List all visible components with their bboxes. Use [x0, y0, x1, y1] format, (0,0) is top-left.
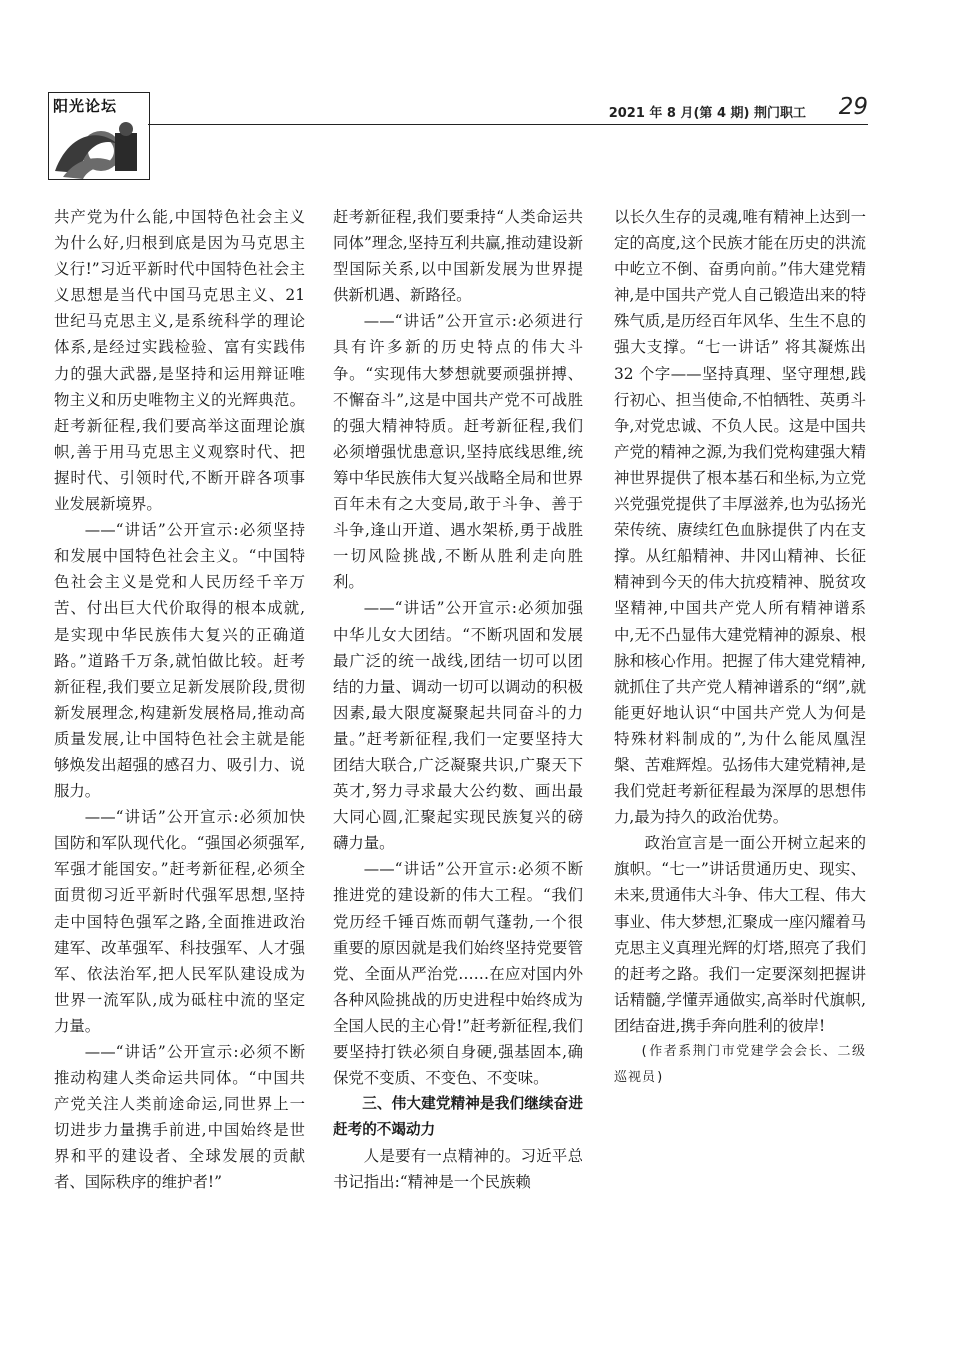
paragraph: ——“讲话”公开宣示:必须不断推进党的建设新的伟大工程。“我们党历经千锤百炼而朝气蓬勃,一个很重要的原因就是我们始终坚持党要管党、全面从严治党……在应对国内外各种风险挑战的历史进程中始终成为全国人民的主心骨!”赶考新征程,我们要坚持打铁必须自身硬,强基固本,确保党不变质、不变色、不变味。 — [333, 860, 583, 1088]
page-header — [48, 92, 868, 182]
author-note: (作者系荆门市党建学会会长、二级巡视员) — [614, 1044, 866, 1086]
paragraph: 赶考新征程,我们要秉持“人类命运共同体”理念,坚持互利共赢,推动建设新型国际关系,以中国新发展为世界提供新机遇、新路径。 — [333, 208, 583, 305]
paragraph: ——“讲话”公开宣示:必须坚持和发展中国特色社会主义。“中国特色社会主义是党和人民历经千辛万苦、付出巨大代价取得的根本成就,是实现中华民族伟大复兴的正确道路。”道路千万条,就怕做比较。赶考新征程,我们要立足新发展阶段,贯彻新发展理念,构建新发展格局,推动高质量发展,让中国特色社会主就是能够焕发出超强的感召力、吸引力、说服力。 — [54, 521, 305, 801]
paragraph: ——“讲话”公开宣示:必须加强中华儿女大团结。“不断巩固和发展最广泛的统一战线,团结一切可以团结的力量、调动一切可以调动的积极因素,最大限度凝聚起共同奋斗的力量。”赶考新征程,我们一定要坚持大团结大联合,广泛凝聚共识,广聚天下英才,努力寻求最大公约数、画出最大同心圆,汇聚起实现民族复兴的磅礴力量。 — [333, 599, 583, 853]
text-column-3 — [614, 204, 866, 1091]
paragraph: 人是要有一点精神的。习近平总书记指出:“精神是一个民族赖 — [333, 1147, 583, 1192]
column-logo — [48, 92, 150, 180]
paragraph: 政治宣言是一面公开树立起来的旗帜。“七一”讲话贯通历史、现实、未来,贯通伟大斗争、伟大工程、伟大事业、伟大梦想,汇聚成一座闪耀着马克思主义真理光辉的灯塔,照亮了我们的赶考之路。我们一定要深刻把握讲话精髓,学懂弄通做实,高举时代旗帜,团结奋进,携手奔向胜利的彼岸! — [614, 834, 866, 1035]
column-title: 阳光论坛 — [53, 97, 118, 115]
paragraph: ——“讲话”公开宣示:必须进行具有许多新的历史特点的伟大斗争。“实现伟大梦想就要顽强拼搏、不懈奋斗”,这是中国共产党不可战胜的强大精神特质。赶考新征程,我们必须增强忧患意识,坚持底线思维,统筹中华民族伟大复兴战略全局和世界百年未有之大变局,敢于斗争、善于斗争,逢山开道、遇水架桥,勇于战胜一切风险挑战,不断从胜利走向胜利。 — [333, 312, 583, 592]
header-rule — [148, 124, 868, 125]
paragraph: ——“讲话”公开宣示:必须加快国防和军队现代化。“强国必须强军,军强才能国安。”赶考新征程,必须全面贯彻习近平新时代强军思想,坚持走中国特色强军之路,全面推进政治建军、改革强军、科技强军、人才强军、依法治军,把人民军队建设成为世界一流军队,成为砥柱中流的坚定力量。 — [54, 808, 305, 1035]
paragraph: ——“讲话”公开宣示:必须不断推动构建人类命运共同体。“中国共产党关注人类前途命运,同世界上一切进步力量携手前进,中国始终是世界和平的建设者、全球发展的贡献者、国际秩序的维护者!” — [54, 1043, 305, 1192]
text-column-1 — [54, 204, 305, 1196]
paragraph: 以长久生存的灵魂,唯有精神上达到一定的高度,这个民族才能在历史的洪流中屹立不倒、奋勇向前。”伟大建党精神,是中国共产党人自己锻造出来的特殊气质,是历经百年风华、生生不息的强大支撑。“七一讲话” 将其凝炼出 32 个字——坚持真理、坚守理想,践行初心、担当使命,不怕牺牲、英勇斗争,对党忠诚、不负人民。这是中国共产党的精神之源,为我们党构建强大精神世界提供了根本基石和坐标,为立党兴党强党提供了丰厚滋养,也为弘扬光荣传统、赓续红色血脉提供了内在支撑。从红船精神、井冈山精神、长征精神到今天的伟大抗疫精神、脱贫攻坚精神,中国共产党人所有精神谱系中,无不凸显伟大建党精神的源泉、根脉和核心作用。把握了伟大建党精神,就抓住了共产党人精神谱系的“纲”,就能更好地认识“中国共产党人为何是特殊材料制成的”,为什么能凤凰涅槃、苦难辉煌。弘扬伟大建党精神,是我们党赶考新征程最为深厚的思想伟力,最为持久的政治优势。 — [614, 208, 866, 827]
paragraph: 共产党为什么能,中国特色社会主义为什么好,归根到底是因为马克思主义行!”习近平新时代中国特色社会主义思想是当代中国马克思主义、21 世纪马克思主义,是系统科学的理论体系,是经过实践检验、富有实践伟力的强大武器,是坚持和运用辩证唯物主义和历史唯物主义的光辉典范。赶考新征程,我们要高举这面理论旗帜,善于用马克思主义观察时代、把握时代、引领时代,不断开辟各项事业发展新境界。 — [54, 208, 305, 514]
section-heading: 三、伟大建党精神是我们继续奋进赶考的不竭动力 — [333, 1095, 583, 1139]
page-number: 29 — [838, 94, 868, 120]
issue-info: 2021 年 8 月(第 4 期) 荆门职工 — [608, 106, 806, 121]
text-column-2 — [333, 204, 583, 1196]
